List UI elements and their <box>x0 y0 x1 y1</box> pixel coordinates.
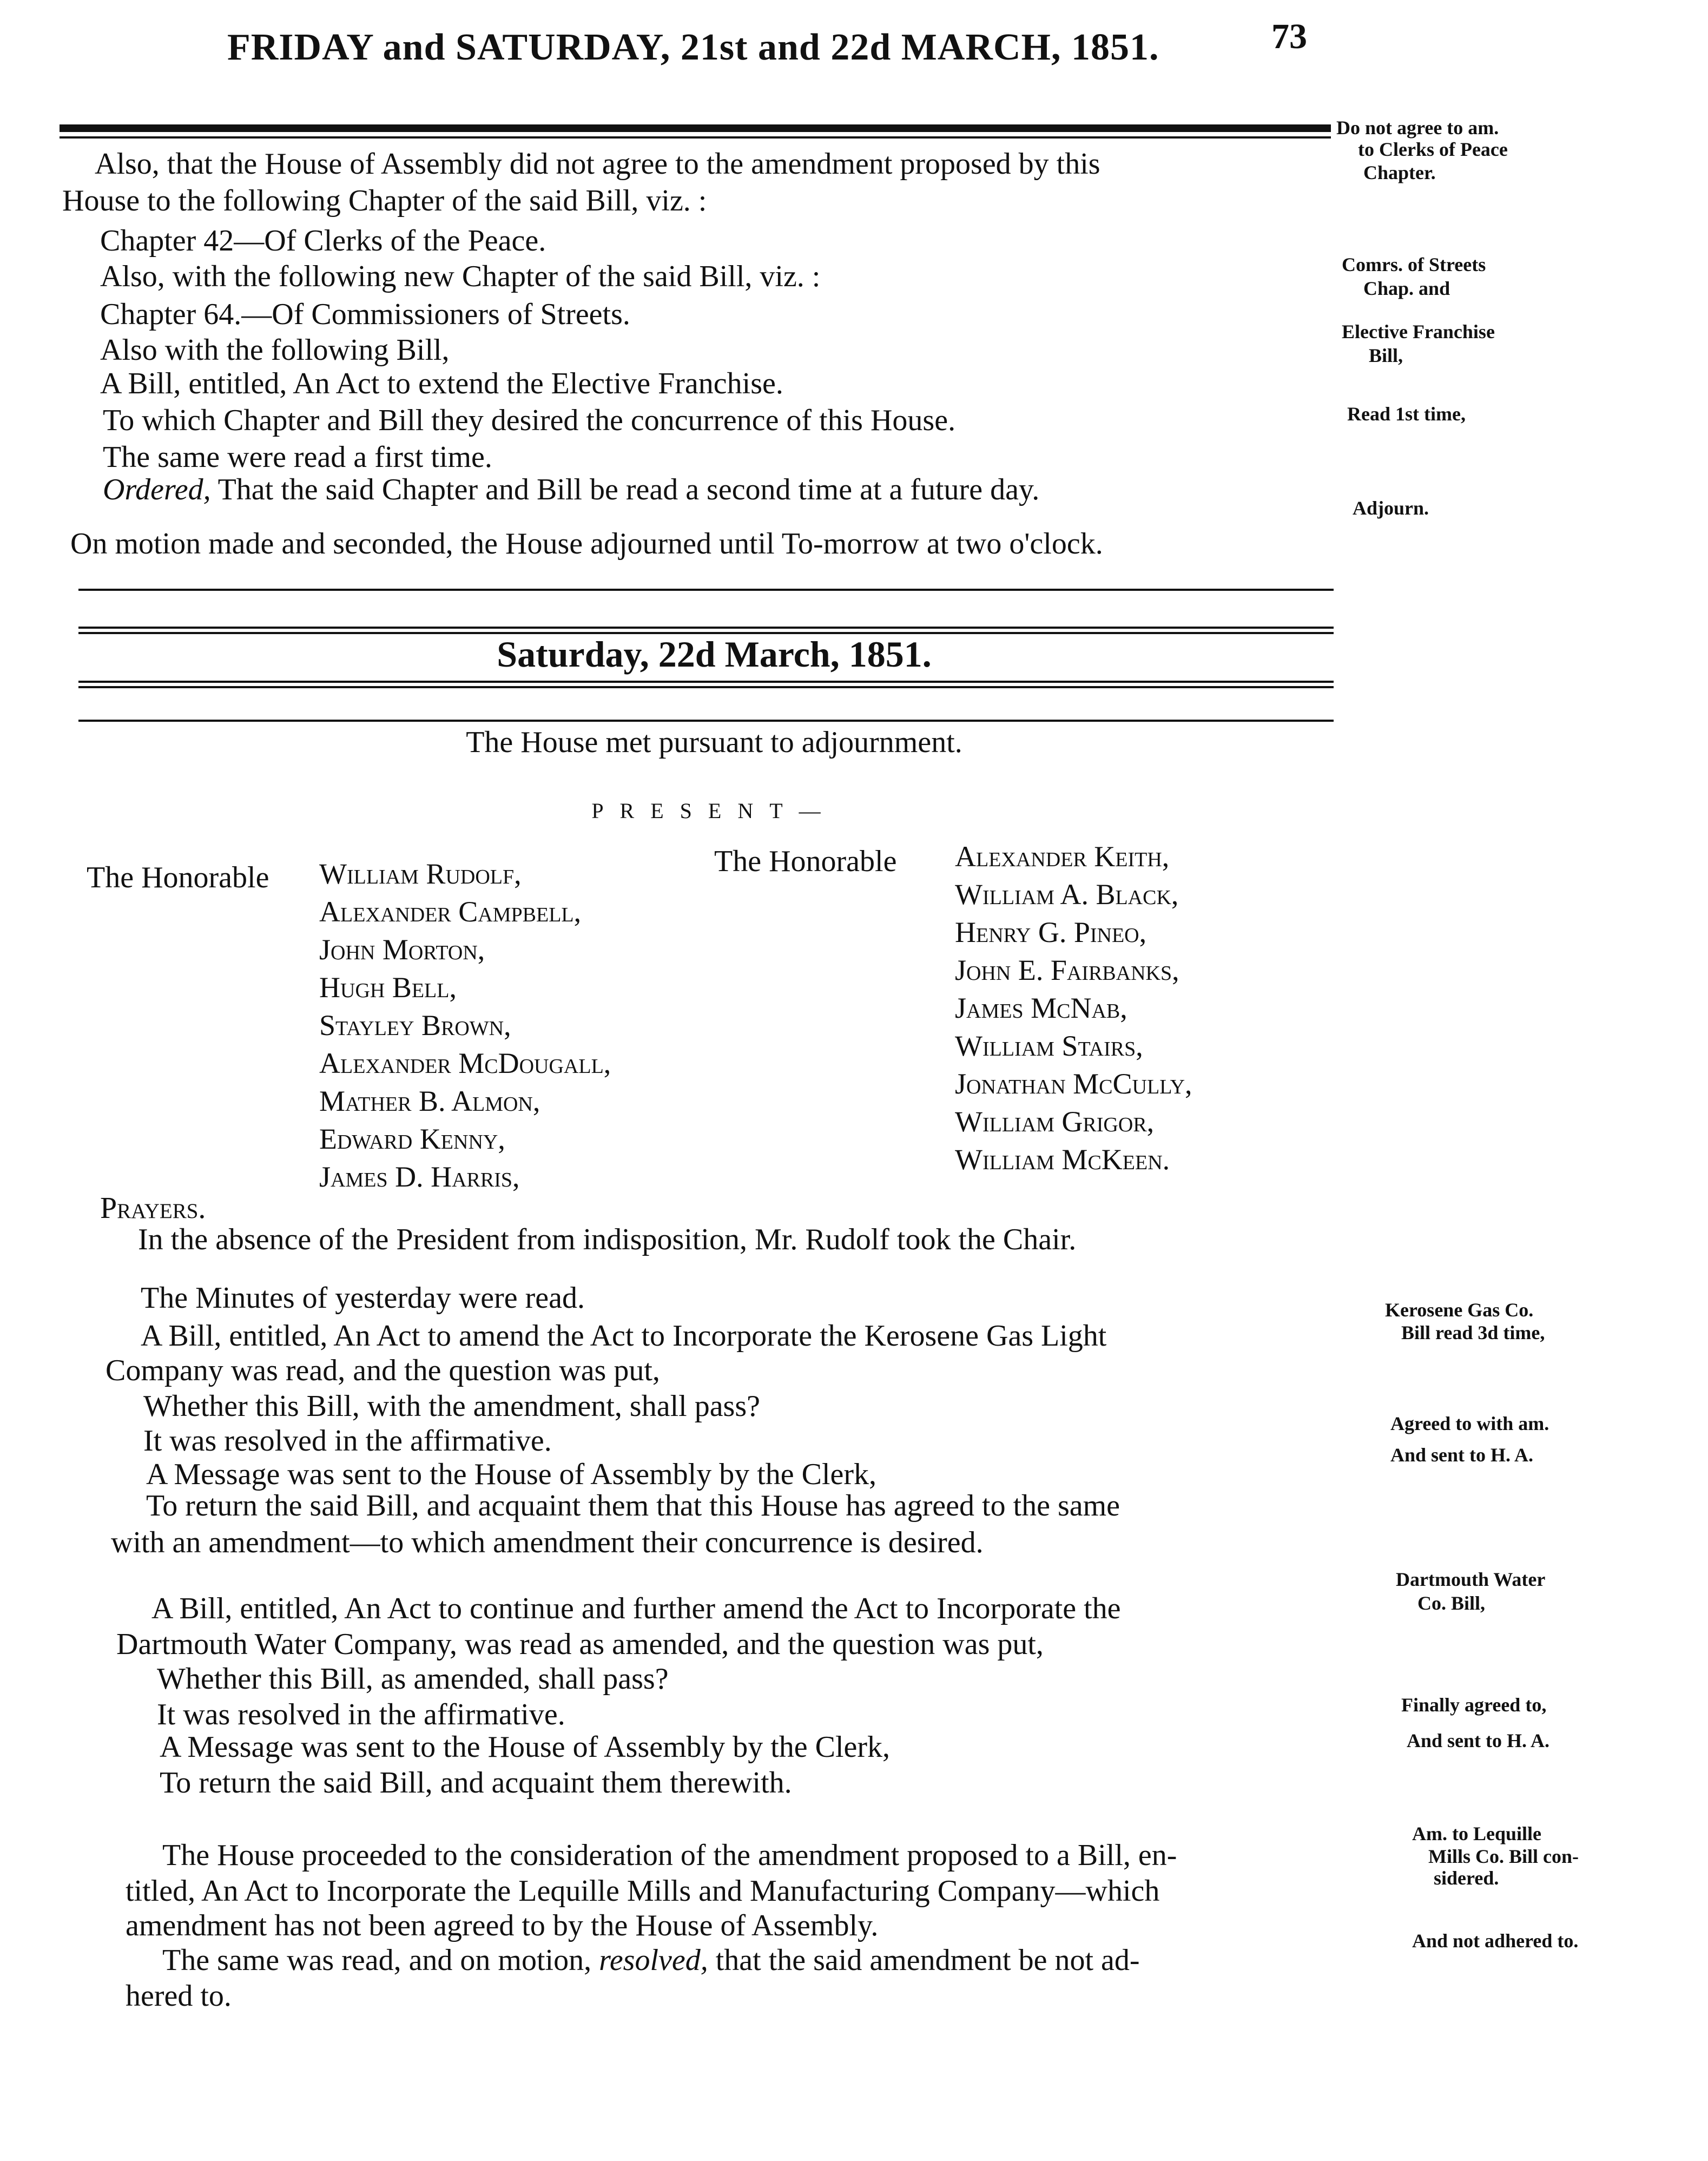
margin-note: to Clerks of Peace <box>1358 139 1508 160</box>
section-rule <box>78 686 1334 688</box>
text-line: It was resolved in the affirmative. <box>157 1698 565 1731</box>
text-line: Chapter 64.—Of Commissioners of Streets. <box>100 298 630 331</box>
text-line: Also, that the House of Assembly did not agree to the amendment proposed by this <box>95 147 1100 181</box>
text-line: To return the said Bill, and acquaint them that this House has agreed to the same <box>146 1489 1120 1523</box>
resolved-line <box>162 1942 1140 1978</box>
margin-note: Elective Franchise <box>1342 321 1495 342</box>
margin-note: Mills Co. Bill con- <box>1428 1846 1579 1867</box>
text-line: A Bill, entitled, An Act to amend the Act to Incorporate the Kerosene Gas Light <box>141 1319 1107 1353</box>
member-name: Mather B. Almon, <box>319 1085 540 1117</box>
member-name: James McNab, <box>955 992 1127 1024</box>
resolved-word: resolved, <box>599 1943 708 1977</box>
section-rule <box>78 720 1334 722</box>
member-name: William Rudolf, <box>319 858 522 890</box>
member-name: John Morton, <box>319 933 485 966</box>
member-name: William McKeen. <box>955 1143 1170 1176</box>
member-name: John E. Fairbanks, <box>955 954 1179 986</box>
ordered-text: That the said Chapter and Bill be read a second time at a future day. <box>210 473 1040 506</box>
member-name: Alexander Keith, <box>955 840 1170 873</box>
prayers: Prayers. <box>100 1191 206 1225</box>
text-line: The same were read a first time. <box>103 440 492 474</box>
text-line: In the absence of the President from indisposition, Mr. Rudolf took the Chair. <box>138 1223 1077 1256</box>
resolved-pre: The same was read, and on motion, <box>162 1943 599 1977</box>
ordered-line <box>103 472 1039 508</box>
margin-note: And sent to H. A. <box>1407 1730 1550 1751</box>
members-right <box>955 838 1192 1178</box>
text-line: A Message was sent to the House of Assembly by the Clerk, <box>160 1730 891 1764</box>
text-line: amendment has not been agreed to by the House of Assembly. <box>126 1909 879 1942</box>
section-rule <box>78 681 1334 683</box>
ordered-word: Ordered, <box>103 473 211 506</box>
margin-note: And not adhered to. <box>1412 1930 1579 1952</box>
margin-note: sidered. <box>1434 1867 1499 1889</box>
margin-note: Dartmouth Water <box>1396 1569 1546 1590</box>
margin-note: Bill read 3d time, <box>1401 1322 1545 1343</box>
margin-note: Finally agreed to, <box>1401 1694 1547 1716</box>
text-line: Dartmouth Water Company, was read as amended, and the question was put, <box>116 1628 1044 1661</box>
text-line: Chapter 42—Of Clerks of the Peace. <box>100 224 546 258</box>
member-name: Alexander Campbell, <box>319 895 582 928</box>
header-rule <box>60 124 1331 132</box>
margin-note: Chap. and <box>1363 278 1450 299</box>
member-name: Henry G. Pineo, <box>955 916 1147 948</box>
text-line: Company was read, and the question was put, <box>105 1354 660 1387</box>
member-name: Stayley Brown, <box>319 1009 511 1042</box>
text-line: The House proceeded to the consideration of the amendment proposed to a Bill, en- <box>162 1839 1177 1872</box>
member-name: William Stairs, <box>955 1030 1143 1062</box>
text-line: A Bill, entitled, An Act to continue and further amend the Act to Incorporate the <box>151 1592 1121 1625</box>
text-line: Whether this Bill, as amended, shall pass? <box>157 1662 669 1696</box>
margin-note: Adjourn. <box>1353 497 1429 519</box>
margin-note: Co. Bill, <box>1417 1592 1486 1614</box>
honorable-label-right: The Honorable <box>714 845 897 878</box>
margin-note: Kerosene Gas Co. <box>1385 1299 1534 1321</box>
member-name: James D. Harris, <box>319 1161 520 1193</box>
section-rule <box>78 627 1334 629</box>
text-line: A Bill, entitled, An Act to extend the Elective Franchise. <box>100 367 783 400</box>
margin-note: Comrs. of Streets <box>1342 254 1486 275</box>
member-name: William Grigor, <box>955 1105 1155 1138</box>
section-rule <box>78 589 1334 591</box>
text-line: The Minutes of yesterday were read. <box>141 1281 585 1315</box>
margin-note: And sent to H. A. <box>1390 1444 1534 1466</box>
member-name: Alexander McDougall, <box>319 1047 611 1079</box>
text-line: To which Chapter and Bill they desired the concurrence of this House. <box>103 404 956 437</box>
text-line: Also with the following Bill, <box>100 333 450 367</box>
member-name: Jonathan McCully, <box>955 1068 1192 1100</box>
margin-note: Do not agree to am. <box>1336 117 1499 139</box>
present-label: PRESENT— <box>591 799 837 823</box>
text-line: hered to. <box>126 1979 232 2013</box>
text-line: with an amendment—to which amendment their concurrence is desired. <box>111 1526 984 1559</box>
member-name: Edward Kenny, <box>319 1123 505 1155</box>
text-line: House to the following Chapter of the said Bill, viz. : <box>62 184 707 218</box>
page-number: 73 <box>1271 17 1307 56</box>
margin-note: Chapter. <box>1363 162 1436 183</box>
text-line: A Message was sent to the House of Assembly by the Clerk, <box>146 1458 877 1491</box>
members-left <box>319 855 611 1196</box>
adjourn-line: On motion made and seconded, the House adjourned until To-morrow at two o'clock. <box>70 527 1103 561</box>
met-line: The House met pursuant to adjournment. <box>466 726 962 759</box>
margin-note: Agreed to with am. <box>1390 1413 1549 1434</box>
text-line: Whether this Bill, with the amendment, shall pass? <box>143 1389 760 1423</box>
margin-note: Read 1st time, <box>1347 403 1466 425</box>
day-title: Saturday, 22d March, 1851. <box>497 634 932 675</box>
text-line: titled, An Act to Incorporate the Lequille Mills and Manufacturing Company—which <box>126 1874 1160 1908</box>
header-rule-thin <box>60 136 1331 139</box>
resolved-post: that the said amendment be not ad- <box>708 1943 1140 1977</box>
text-line: To return the said Bill, and acquaint them therewith. <box>160 1766 792 1800</box>
page-header: FRIDAY and SATURDAY, 21st and 22d MARCH, 1851. <box>227 27 1159 68</box>
text-line: It was resolved in the affirmative. <box>143 1424 552 1458</box>
text-line: Also, with the following new Chapter of the said Bill, viz. : <box>100 260 821 293</box>
margin-note: Am. to Lequille <box>1412 1823 1541 1844</box>
member-name: William A. Black, <box>955 878 1179 911</box>
member-name: Hugh Bell, <box>319 971 457 1004</box>
honorable-label-left: The Honorable <box>87 861 269 894</box>
margin-note: Bill, <box>1369 345 1403 366</box>
